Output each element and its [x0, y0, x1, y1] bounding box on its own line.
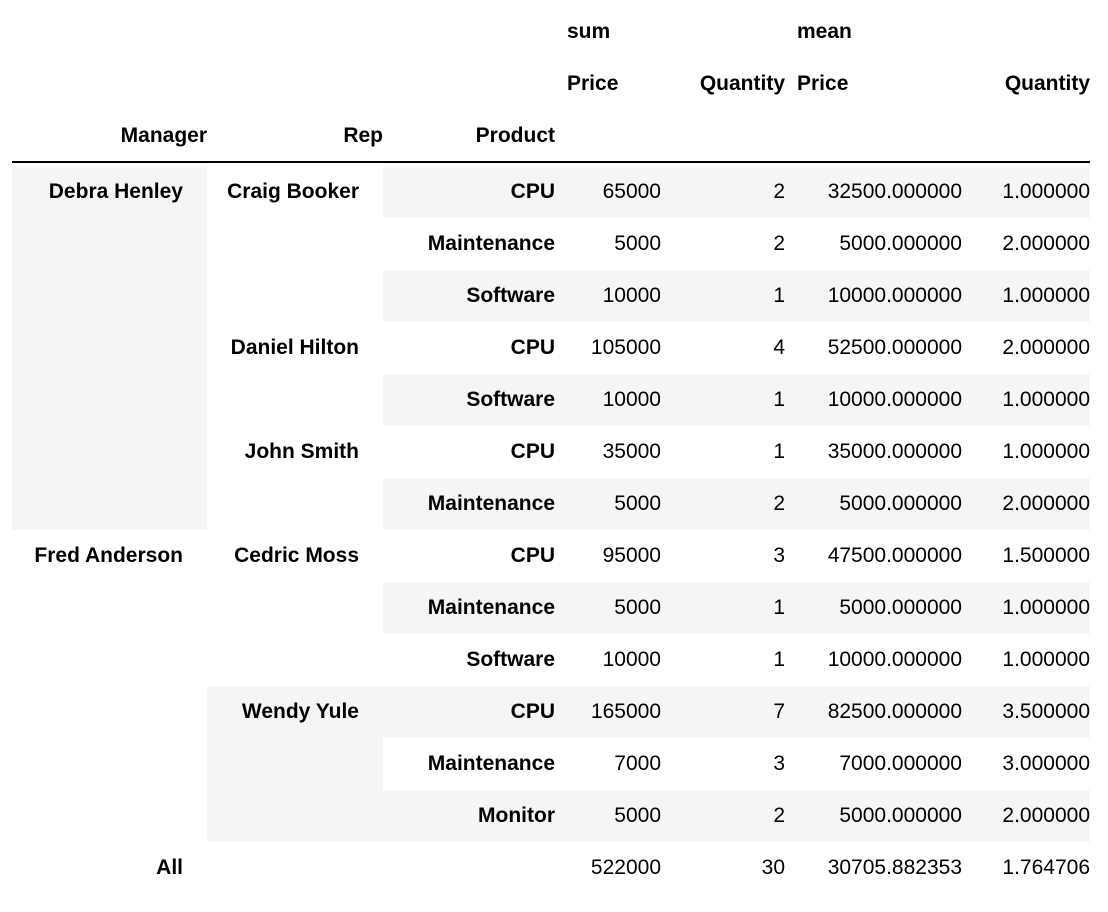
mean-quantity-cell: 1.000000 [1002, 388, 1090, 411]
product-cell: Maintenance [427, 752, 555, 775]
index-name-manager: Manager [120, 124, 207, 147]
sum-price-cell: 105000 [590, 336, 661, 359]
sum-quantity-cell: 30 [761, 856, 785, 879]
sum-price-cell: 10000 [602, 284, 661, 307]
product-cell: Maintenance [427, 232, 555, 255]
sum-quantity-cell: 1 [773, 388, 785, 411]
sum-price-cell: 65000 [602, 180, 661, 203]
col-header-sum-quantity: Quantity [699, 72, 785, 95]
index-name-product: Product [475, 124, 555, 147]
col-header-mean-quantity: Quantity [1004, 72, 1090, 95]
mean-price-cell: 47500.000000 [827, 544, 962, 567]
mean-quantity-cell: 1.764706 [1002, 856, 1090, 879]
manager-group [12, 842, 207, 894]
sum-quantity-cell: 2 [773, 180, 785, 203]
sum-quantity-cell: 2 [773, 492, 785, 515]
header-row-level0 [12, 6, 1090, 58]
mean-quantity-cell: 2.000000 [1002, 804, 1090, 827]
col-group-mean: mean [797, 20, 852, 43]
mean-price-cell: 82500.000000 [827, 700, 962, 723]
sum-quantity-cell: 4 [773, 336, 785, 359]
index-name-rep: Rep [343, 124, 383, 147]
rep-cell: Craig Booker [227, 180, 359, 203]
rep-group [207, 322, 383, 426]
sum-price-cell: 5000 [614, 804, 661, 827]
mean-quantity-cell: 3.500000 [1002, 700, 1090, 723]
product-cell: CPU [510, 700, 555, 723]
mean-price-cell: 32500.000000 [827, 180, 962, 203]
mean-quantity-cell: 1.000000 [1002, 440, 1090, 463]
sum-price-cell: 95000 [602, 544, 661, 567]
sum-price-cell: 10000 [602, 648, 661, 671]
sum-quantity-cell: 1 [773, 440, 785, 463]
product-cell: Software [466, 284, 555, 307]
product-cell: Maintenance [427, 596, 555, 619]
rep-cell: Cedric Moss [234, 544, 359, 567]
sum-quantity-cell: 2 [773, 232, 785, 255]
rep-cell: Daniel Hilton [230, 336, 359, 359]
product-cell: CPU [510, 544, 555, 567]
sum-price-cell: 522000 [590, 856, 661, 879]
mean-quantity-cell: 1.000000 [1002, 180, 1090, 203]
mean-quantity-cell: 1.000000 [1002, 596, 1090, 619]
rep-group [207, 686, 383, 842]
rep-group [207, 166, 383, 322]
mean-quantity-cell: 2.000000 [1002, 336, 1090, 359]
product-cell: Software [466, 388, 555, 411]
product-cell: Software [466, 648, 555, 671]
mean-quantity-cell: 2.000000 [1002, 232, 1090, 255]
col-header-sum-price: Price [567, 72, 619, 95]
mean-price-cell: 30705.882353 [827, 856, 962, 879]
manager-group [12, 166, 207, 530]
sum-price-cell: 10000 [602, 388, 661, 411]
mean-quantity-cell: 1.500000 [1002, 544, 1090, 567]
mean-price-cell: 5000.000000 [839, 492, 962, 515]
rep-group [207, 426, 383, 530]
sum-price-cell: 35000 [602, 440, 661, 463]
manager-cell: Debra Henley [48, 180, 183, 203]
sum-quantity-cell: 3 [773, 544, 785, 567]
sum-price-cell: 7000 [614, 752, 661, 775]
product-cell: CPU [510, 180, 555, 203]
product-cell: Monitor [478, 804, 555, 827]
product-cell [383, 842, 555, 894]
manager-cell: Fred Anderson [34, 544, 183, 567]
rep-cell: Wendy Yule [241, 700, 359, 723]
mean-quantity-cell: 1.000000 [1002, 284, 1090, 307]
product-cell: Maintenance [427, 492, 555, 515]
mean-price-cell: 10000.000000 [827, 388, 962, 411]
header-separator [12, 161, 1090, 163]
rep-cell: John Smith [244, 440, 359, 463]
mean-price-cell: 52500.000000 [827, 336, 962, 359]
sum-price-cell: 5000 [614, 596, 661, 619]
sum-quantity-cell: 1 [773, 596, 785, 619]
manager-cell: All [156, 856, 183, 879]
sum-quantity-cell: 1 [773, 648, 785, 671]
mean-price-cell: 35000.000000 [827, 440, 962, 463]
sum-quantity-cell: 2 [773, 804, 785, 827]
sum-quantity-cell: 1 [773, 284, 785, 307]
col-header-mean-price: Price [797, 72, 849, 95]
mean-price-cell: 10000.000000 [827, 284, 962, 307]
sum-quantity-cell: 3 [773, 752, 785, 775]
rep-group [207, 530, 383, 686]
col-group-sum: sum [567, 20, 611, 43]
mean-price-cell: 5000.000000 [839, 232, 962, 255]
sum-price-cell: 5000 [614, 492, 661, 515]
sum-price-cell: 165000 [590, 700, 661, 723]
mean-price-cell: 5000.000000 [839, 596, 962, 619]
mean-price-cell: 10000.000000 [827, 648, 962, 671]
sum-price-cell: 5000 [614, 232, 661, 255]
manager-group [12, 530, 207, 842]
product-cell: CPU [510, 336, 555, 359]
header-row-level1 [12, 58, 1090, 110]
mean-quantity-cell: 1.000000 [1002, 648, 1090, 671]
product-cell: CPU [510, 440, 555, 463]
mean-price-cell: 7000.000000 [839, 752, 962, 775]
sum-quantity-cell: 7 [773, 700, 785, 723]
header-row-index-names [12, 110, 1090, 162]
mean-quantity-cell: 2.000000 [1002, 492, 1090, 515]
mean-quantity-cell: 3.000000 [1002, 752, 1090, 775]
mean-price-cell: 5000.000000 [839, 804, 962, 827]
